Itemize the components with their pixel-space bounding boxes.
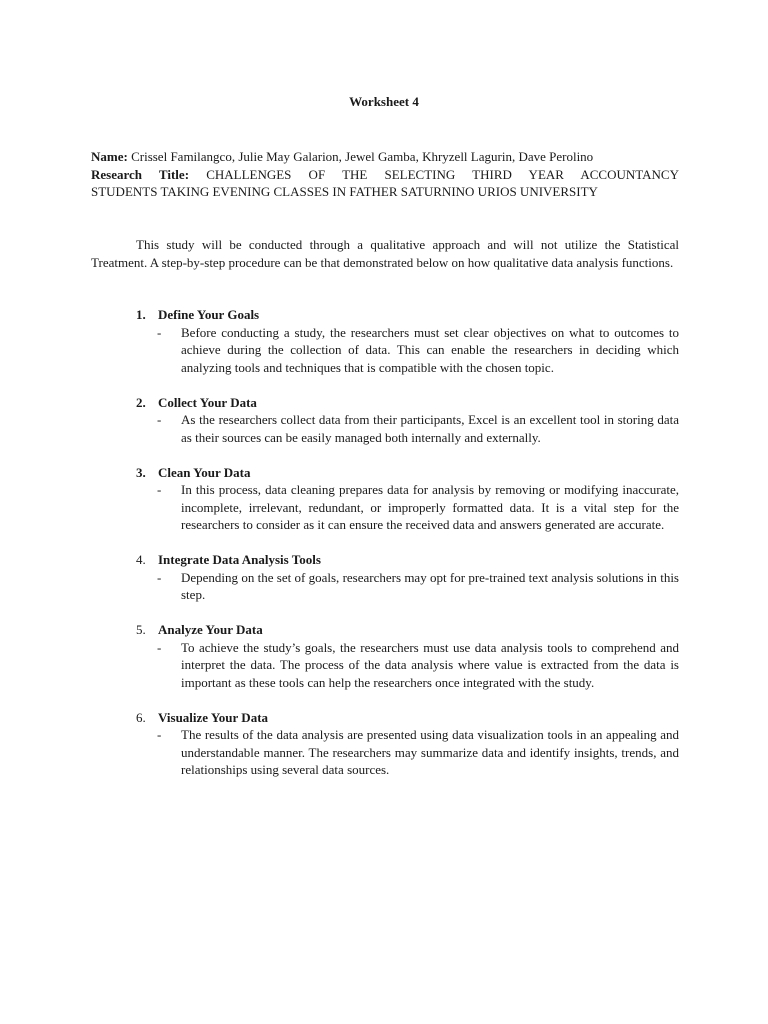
research-title-line-2: STUDENTS TAKING EVENING CLASSES IN FATHER SATURNINO URIOS UNIVERSITY — [91, 184, 598, 199]
name-line — [91, 148, 679, 166]
step-item — [91, 394, 679, 447]
step-item — [91, 709, 679, 779]
dash-bullet: - — [157, 569, 162, 585]
step-heading — [91, 464, 679, 482]
step-description: In this process, data cleaning prepares data for analysis by removing or modifying inaccurate, incomplete, irrelevant, redundant, or improperly formatted data. It is a vital step for the researchers to consider as it can ensure the received data and answers generated are accurate. — [181, 482, 679, 532]
step-description: Depending on the set of goals, researchers may opt for pre-trained text analysis solutions in this step. — [181, 569, 679, 602]
name-label: Name: — [91, 149, 128, 164]
dash-bullet: - — [157, 727, 162, 742]
step-number: 5. — [136, 622, 146, 637]
dash-bullet: - — [157, 482, 162, 497]
step-item — [91, 464, 679, 534]
step-title: Integrate Data Analysis Tools — [158, 552, 321, 567]
step-item — [91, 551, 679, 604]
step-number: 2. — [136, 394, 146, 410]
step-title: Analyze Your Data — [158, 622, 263, 637]
step-number: 3. — [136, 464, 146, 480]
step-description: Before conducting a study, the researchers must set clear objectives on what to outcomes to achieve during the collection of data. This can enable the researchers in deciding which analyzing tools and techniques that is compatible with the chosen topic. — [181, 324, 679, 375]
step-item — [91, 306, 679, 376]
dash-bullet: - — [157, 324, 162, 340]
step-description: As the researchers collect data from their participants, Excel is an excellent tool in storing data as their sources can be easily managed both internally and externally. — [181, 412, 679, 445]
step-heading — [91, 306, 679, 324]
step-number: 1. — [136, 307, 146, 322]
research-title-label: Research Title: — [91, 166, 190, 182]
research-title-line-1 — [91, 166, 679, 184]
step-description: The results of the data analysis are presented using data visualization tools in an appealing and understandable manner. The researchers may summarize data and identify insights, trends, and relationships using several data sources. — [181, 727, 679, 777]
intro-paragraph: This study will be conducted through a qualitative approach and will not utilize the Statistical Treatment. A step-by-step procedure can be that demonstrated below on how qualitative data analysis functions. — [91, 237, 679, 270]
step-heading — [91, 709, 679, 727]
step-body — [91, 569, 679, 604]
name-value: Crissel Familangco, Julie May Galarion, Jewel Gamba, Khryzell Lagurin, Dave Perolino — [131, 149, 594, 164]
step-body — [91, 411, 679, 446]
step-number: 4. — [136, 552, 146, 567]
step-body — [91, 481, 679, 534]
header-block — [91, 148, 679, 201]
step-description: To achieve the study’s goals, the researchers must use data analysis tools to comprehend and interpret the data. The process of the data analysis where value is extracted from the data is important as these tools can help the researchers once integrated with the study. — [181, 639, 679, 690]
step-item — [91, 621, 679, 691]
step-title: Visualize Your Data — [158, 709, 269, 725]
step-body — [91, 639, 679, 692]
step-body — [91, 324, 679, 377]
research-title-text-1: CHALLENGES OF THE SELECTING THIRD YEAR ACCOUNTANCY — [206, 166, 679, 182]
step-number: 6. — [136, 709, 146, 725]
step-body — [91, 726, 679, 779]
step-title: Collect Your Data — [158, 394, 257, 410]
steps-list — [91, 306, 679, 796]
step-title: Define Your Goals — [158, 307, 260, 322]
step-heading — [91, 621, 679, 639]
dash-bullet: - — [157, 412, 162, 427]
step-heading — [91, 394, 679, 412]
step-heading — [91, 551, 679, 569]
worksheet-title: Worksheet 4 — [349, 94, 419, 109]
step-title: Clean Your Data — [158, 464, 251, 480]
dash-bullet: - — [157, 639, 162, 655]
